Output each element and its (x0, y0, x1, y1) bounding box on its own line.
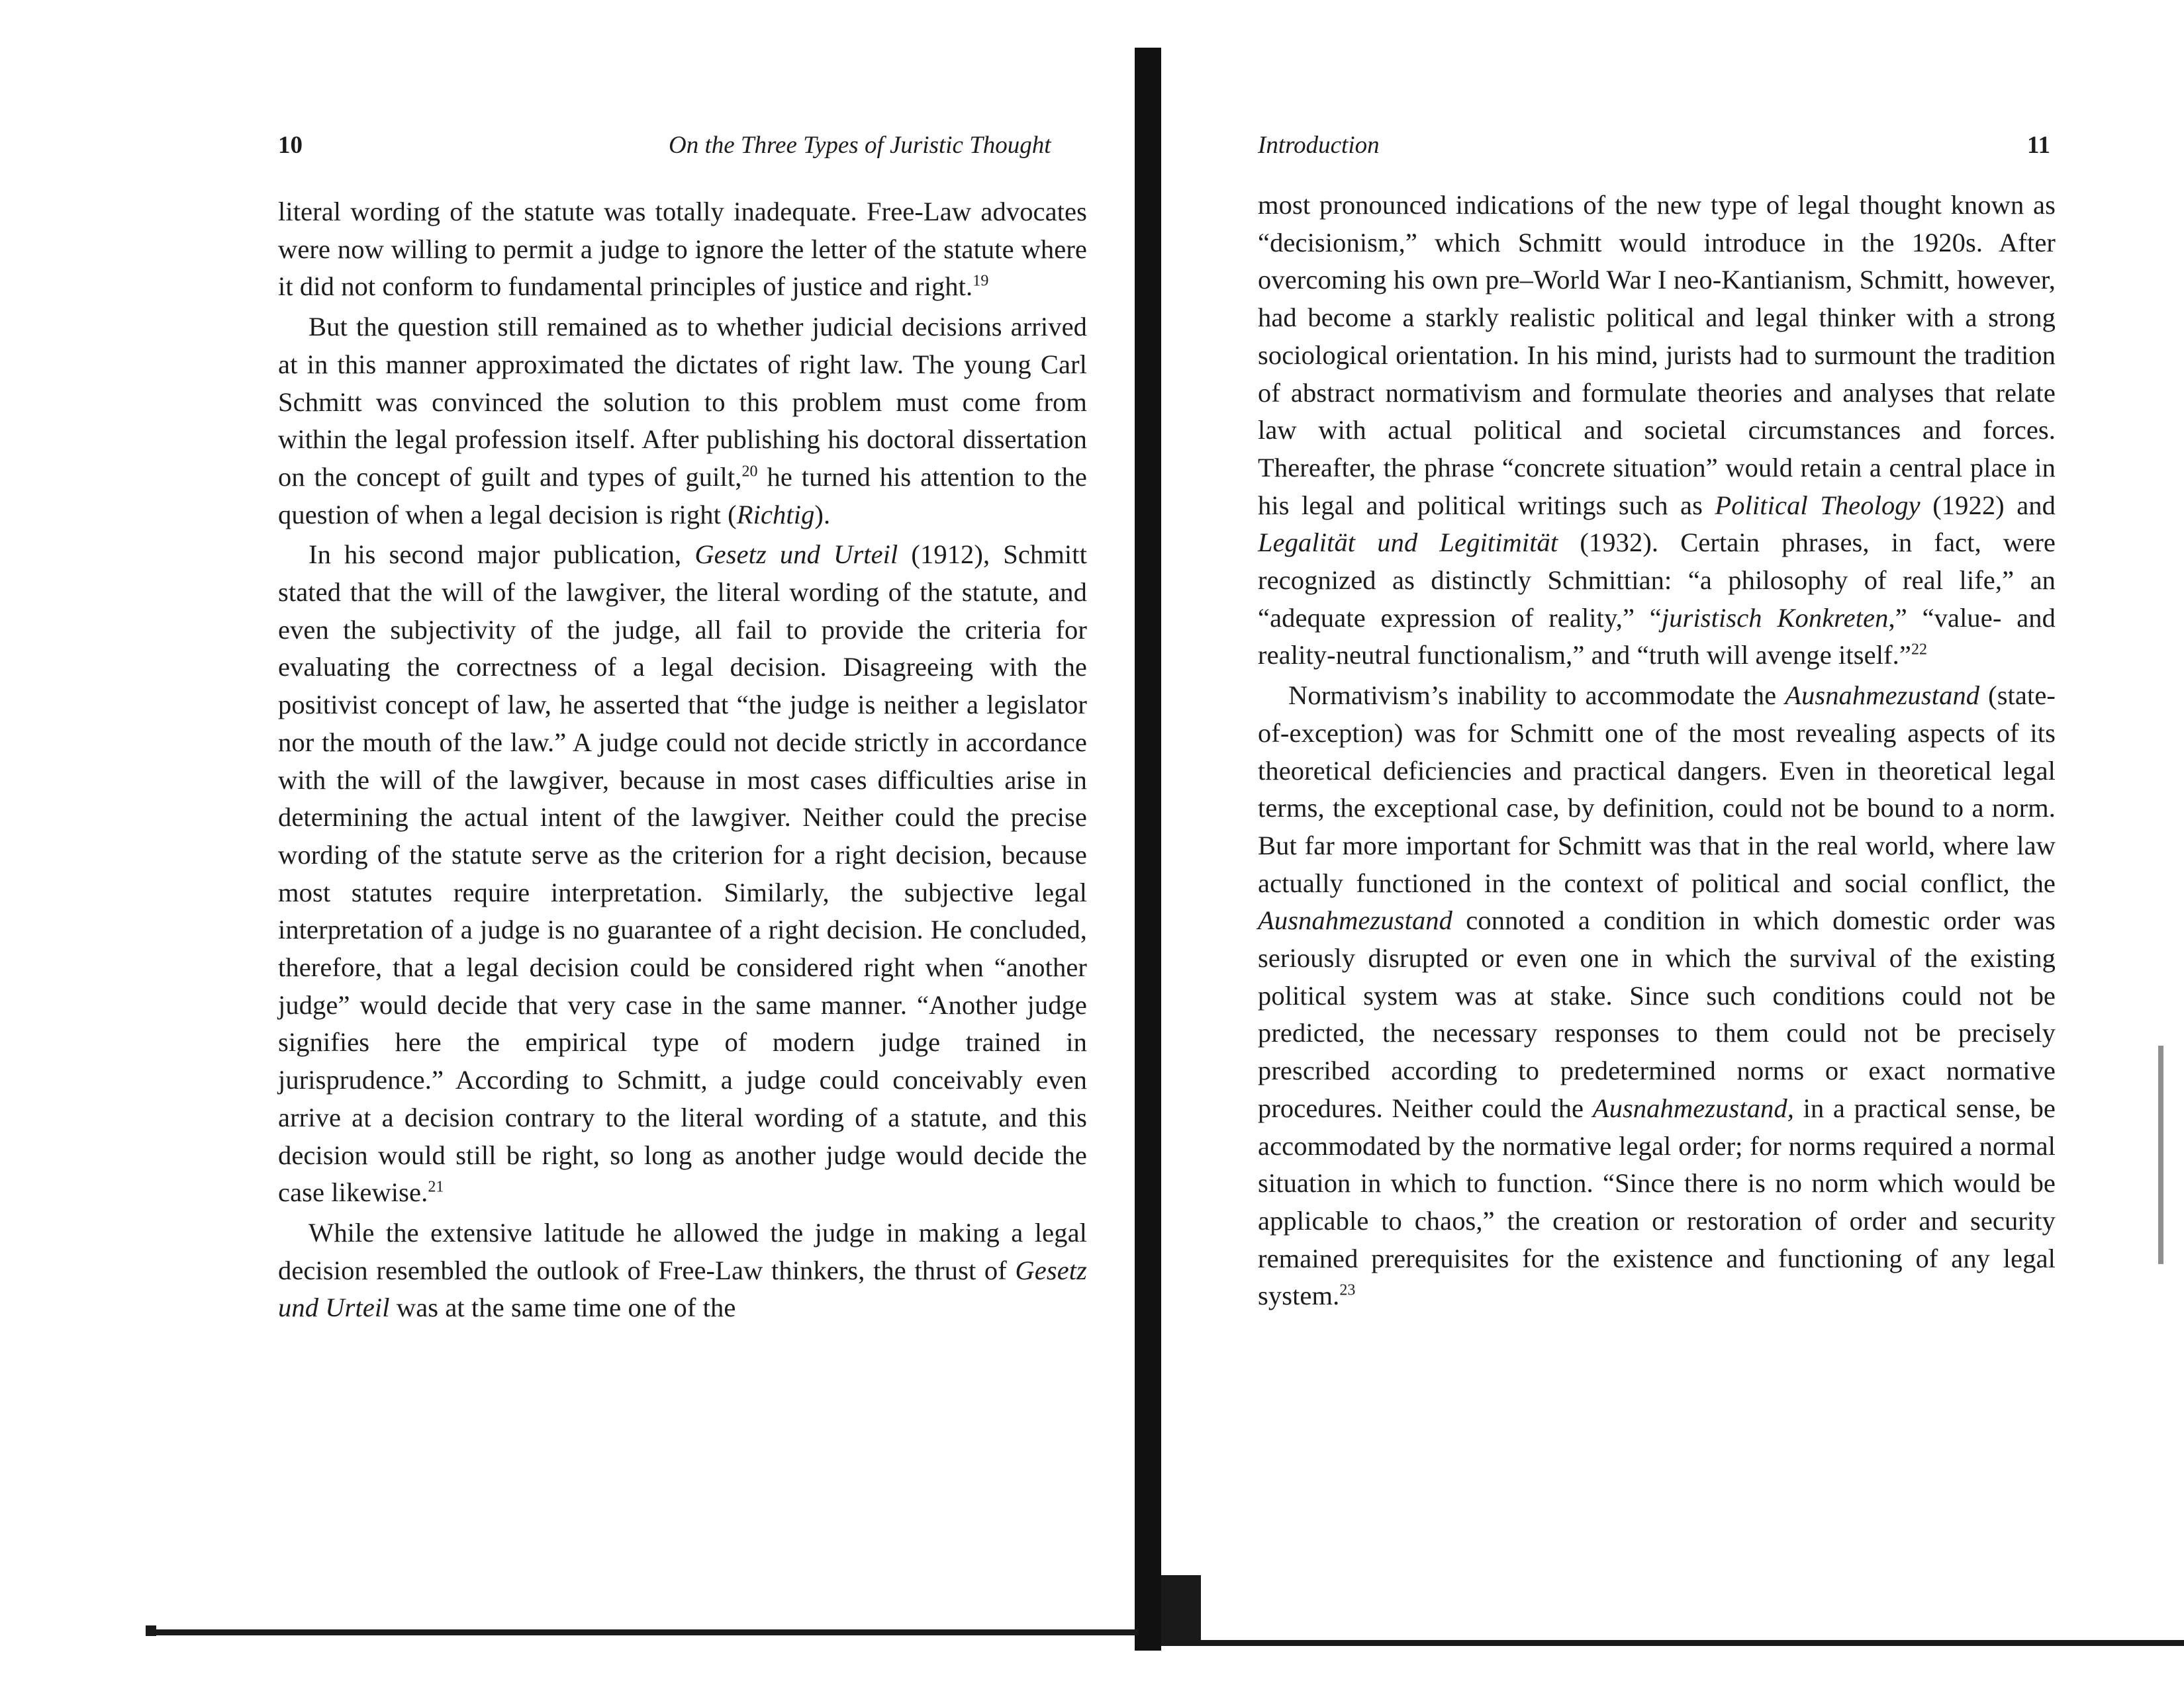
left-running-title: On the Three Types of Juristic Thought (669, 132, 1051, 159)
text-run: But the question still remained as to whether judicial decisions arrived at in this manner approximated the dictates of right law. The young Carl Schmitt was convinced the solution to this problem must come from within the legal profession itself. After publishing his doctoral dissertation on the concept of guilt and types of guilt, (278, 312, 1087, 492)
right-page-edge-shadow (2158, 1046, 2163, 1264)
footnote-reference: 20 (741, 463, 758, 480)
italic-text: Legalität und Legitimität (1258, 527, 1558, 558)
paragraph (1258, 677, 2056, 1315)
text-run: (1932). Certain phrases, in fact, were recognized as distinctly Schmittian: “a philosophy of real life,” an “adequate expression of reality,” “ (1258, 527, 2056, 633)
paragraph (278, 536, 1087, 1212)
text-run: in a practical sense, be accommodated by the normative legal order; for norms required a normal situation in which to function. “Since there is no norm which would be applicable to chaos,” the creation or restoration of order and security remained prerequisites for the existence and functioning of any legal system. (1258, 1093, 2056, 1311)
text-run: most pronounced indications of the new type of legal thought known as “decisionism,” which Schmitt would introduce in the 1920s. After overcoming his own pre–World War I neo-Kantianism, Schmitt, however, had become a starkly realistic political and legal thinker with a strong sociological orientation. In his mind, jurists had to surmount the tradition of abstract normativism and formulate theories and analyses that relate law with actual political and societal circumstances and forces. Thereafter, the phrase “concrete situation” would retain a central place in his legal and political writings such as (1258, 190, 2056, 520)
text-run: he turned his attention to the question of when a legal decision is right ( (278, 461, 1087, 529)
right-page-number: 11 (2027, 132, 2050, 159)
italic-text: Gesetz und Urteil (278, 1255, 1087, 1323)
paragraph (278, 193, 1087, 306)
gutter-shadow (1161, 1575, 1201, 1645)
right-page-bottom-edge (1161, 1640, 2184, 1646)
footnote-reference: 22 (1911, 641, 1928, 659)
italic-text: Political Theology (1715, 490, 1921, 520)
left-page-number: 10 (278, 132, 303, 159)
text-run: ,” “value- and reality-neutral functionalism,” and “truth will avenge itself.” (1258, 602, 2056, 670)
footnote-reference: 19 (973, 272, 989, 290)
italic-text: juristisch Konkreten (1661, 602, 1889, 633)
footnote-reference: 21 (428, 1178, 444, 1196)
paragraph (278, 1214, 1087, 1327)
text-run: (1922) and (1920, 490, 2056, 520)
italic-text: Ausnahmezustand (1785, 680, 1980, 711)
text-run: connoted a condition in which domestic order was seriously disrupted or even one in which the survival of the existing political system was at stake. Since such conditions could not be predicted, the necessary responses to them could not be precisely prescribed according to predetermined norms or exact normative procedures. Neither could the (1258, 905, 2056, 1123)
italic-text: Ausnahmezustand (1258, 905, 1452, 936)
footnote-reference: 23 (1339, 1281, 1356, 1299)
text-run: literal wording of the statute was totally inadequate. Free-Law advocates were now willing to permit a judge to ignore the letter of the statute where it did not conform to fundamental principles of justice and right. (278, 197, 1087, 302)
text-run: (state-of-exception) was for Schmitt one of the most revealing aspects of its theoretical deficiencies and practical dangers. Even in theoretical legal terms, the exceptional case, by definition, could not be bound to a norm. But far more important for Schmitt was that in the real world, where law actually functioned in the context of political and social conflict, the (1258, 680, 2056, 898)
text-run: While the extensive latitude he allowed the judge in making a legal decision resembled the outlook of Free-Law thinkers, the thrust of (278, 1217, 1087, 1285)
text-run: (1912), Schmitt stated that the will of the lawgiver, the literal wording of the statute, and even the subjectivity of the judge, all fail to provide the criteria for evaluating the correctness of a legal decision. Disagreeing with the positivist concept of law, he asserted that “the judge is neither a legislator nor the mouth of the law.” A judge could not decide strictly in accordance with the will of the lawgiver, because in most cases difficulties arise in determining the actual intent of the lawgiver. Neither could the precise wording of the statute serve as the criterion for a right decision, because most statutes require interpretation. Similarly, the subjective legal interpretation of a judge is no guarantee of a right decision. He concluded, therefore, that a legal decision could be considered right when “another judge” would decide that very case in the same manner. “Another judge signifies here the empirical type of modern judge trained in jurisprudence.” According to Schmitt, a judge could conceivably even arrive at a decision contrary to the literal wording of a statute, and this decision would still be right, so long as another judge would decide the case likewise. (278, 539, 1087, 1208)
text-run: ). (814, 499, 831, 529)
italic-text: Gesetz und Urteil (694, 539, 898, 570)
right-running-title: Introduction (1258, 132, 1380, 159)
book-spine-gutter (1135, 48, 1161, 1651)
text-run: In his second major publication, (309, 539, 695, 570)
left-page-bottom-edge (146, 1629, 1139, 1635)
italic-text: Richtig (736, 499, 815, 529)
italic-text: Ausnahmezustand, (1592, 1093, 1794, 1123)
text-run: Normativism’s inability to accommodate the (1288, 680, 1785, 711)
left-body-text (278, 193, 1087, 1327)
text-run: was at the same time one of the (389, 1293, 736, 1323)
right-body-text (1258, 187, 2056, 1315)
paragraph (1258, 187, 2056, 674)
paragraph (278, 308, 1087, 533)
